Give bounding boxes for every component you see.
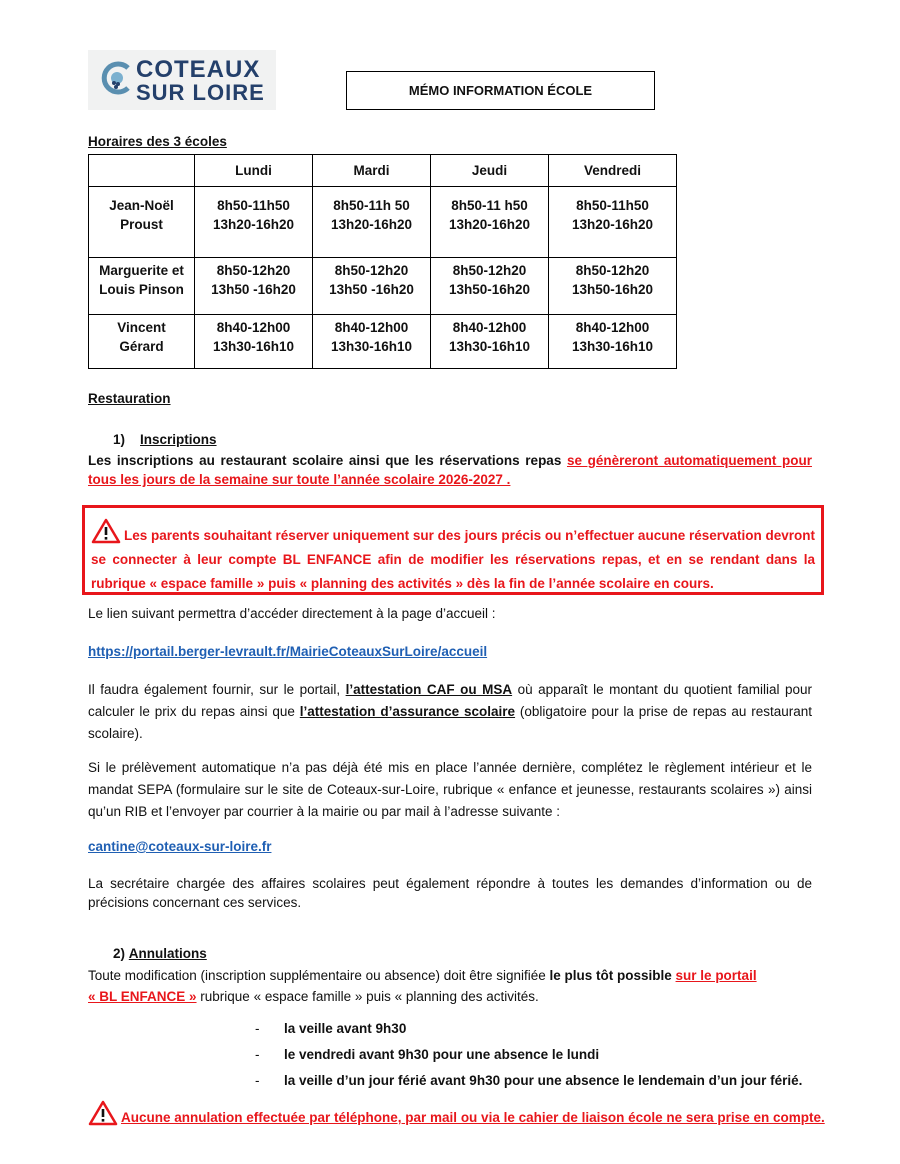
header-cell — [89, 155, 195, 187]
hours-cell: 8h50-11h 50 13h20-16h20 — [313, 187, 431, 258]
hours-cell: 8h40-12h00 13h30-16h10 — [195, 315, 313, 369]
inscriptions-number: 1) — [113, 432, 126, 447]
hours-cell: 8h40-12h00 13h30-16h10 — [431, 315, 549, 369]
annul-text-1: Toute modification (inscription supplémentaire ou absence) doit être signifiée — [88, 968, 550, 983]
warning-text: Les parents souhaitant réserver uniquement sur des jours précis ou n’effectuer aucune réservation devront se connecter à leur compte BL ENFANCE afin de modifier les réservations repas, et en se rendant dans la rubrique « espace famille » puis « planning des activités » dès la fin de l’année scolaire en cours. — [91, 528, 815, 591]
annulations-number: 2) — [113, 946, 126, 961]
hours-cell: 8h40-12h00 13h30-16h10 — [549, 315, 677, 369]
coteaux-sur-loire-logo — [88, 50, 276, 110]
warning-icon — [91, 518, 121, 544]
hours-cell: 8h50-12h20 13h50 -16h20 — [313, 258, 431, 315]
warning-box — [82, 505, 824, 595]
logo-line-2: SUR LOIRE — [136, 80, 265, 105]
annulations-title: Annulations — [128, 946, 207, 961]
inscriptions-title: Inscriptions — [140, 432, 217, 447]
attest-assurance: l’attestation d’assurance scolaire — [299, 704, 516, 719]
school-cell: Marguerite et Louis Pinson — [89, 258, 195, 315]
logo-emblem-icon — [100, 58, 134, 98]
inscriptions-heading — [113, 432, 217, 447]
hours-cell: 8h50-11 h50 13h20-16h20 — [431, 187, 549, 258]
warning-paragraph — [91, 518, 815, 596]
hours-cell: 8h50-12h20 13h50 -16h20 — [195, 258, 313, 315]
attestation-paragraph — [88, 679, 812, 745]
hours-cell: 8h50-11h50 13h20-16h20 — [195, 187, 313, 258]
annul-red-1: sur le portail — [675, 968, 757, 983]
annulations-heading — [113, 946, 207, 961]
table-row — [89, 187, 677, 258]
attest-text-3: (obligatoire pour la prise de repas au restaurant scolaire). — [88, 704, 812, 741]
hours-cell: 8h50-12h20 13h50-16h20 — [431, 258, 549, 315]
restauration-heading: Restauration — [88, 391, 171, 406]
attest-text-1: Il faudra également fournir, sur le portail, — [88, 682, 346, 697]
annul-bold: le plus tôt possible — [549, 968, 672, 983]
annulations-paragraph — [88, 965, 818, 1007]
sepa-paragraph: Si le prélèvement automatique n’a pas déjà été mis en place l’année dernière, complétez le règlement intérieur et le mandat SEPA (formulaire sur le site de Coteaux-sur-Loire, rubrique « enfance et jeunesse, restaurants scolaires ») ainsi qu’un RIB et l’envoyer par courrier à la mairie ou par mail à l’adresse suivante : — [88, 760, 812, 819]
header-cell: Mardi — [313, 155, 431, 187]
memo-title: MÉMO INFORMATION ÉCOLE — [346, 71, 655, 110]
annul-red-2: « BL ENFANCE » — [88, 989, 197, 1004]
annul-text-2: rubrique « espace famille » puis « planning des activités. — [196, 989, 539, 1004]
final-warning-text: Aucune annulation effectuée par téléphone, par mail ou via le cahier de liaison école ne sera prise en compte. — [121, 1110, 825, 1125]
portal-link[interactable]: https://portail.berger-levrault.fr/MairieCoteauxSurLoire/accueil — [88, 644, 488, 659]
table-row — [89, 315, 677, 369]
attest-text-2: où apparaît le montant du quotient familial pour calculer le prix du repas ainsi que — [88, 682, 813, 719]
school-cell: Vincent Gérard — [89, 315, 195, 369]
header-cell: Lundi — [195, 155, 313, 187]
inscriptions-text: Les inscriptions au restaurant scolaire ainsi que les réservations repas — [88, 453, 567, 468]
secretary-paragraph: La secrétaire chargée des affaires scolaires peut également répondre à toutes les demandes d’information ou de précisions concernant ces services. — [88, 876, 812, 910]
inscriptions-red-text: se génèreront automatiquement pour tous les jours de la semaine sur toute l’année scolaire 2026-2027 . — [88, 453, 812, 487]
school-cell: Jean-Noël Proust — [89, 187, 195, 258]
email-link[interactable]: cantine@coteaux-sur-loire.fr — [88, 839, 272, 854]
header-cell: Vendredi — [549, 155, 677, 187]
attest-caf: l’attestation CAF ou MSA — [345, 682, 513, 697]
schedule-table — [88, 154, 677, 369]
schedule-heading: Horaires des 3 écoles — [88, 134, 227, 149]
hours-cell: 8h50-11h50 13h20-16h20 — [549, 187, 677, 258]
table-row — [89, 258, 677, 315]
schedule-header-row — [89, 155, 677, 187]
header-cell: Jeudi — [431, 155, 549, 187]
hours-cell: 8h50-12h20 13h50-16h20 — [549, 258, 677, 315]
link-intro: Le lien suivant permettra d’accéder directement à la page d’accueil : — [88, 606, 496, 621]
inscriptions-paragraph — [88, 451, 812, 489]
warning-icon — [88, 1100, 118, 1126]
final-warning — [88, 1100, 825, 1126]
hours-cell: 8h40-12h00 13h30-16h10 — [313, 315, 431, 369]
logo-line-1: COTEAUX — [136, 56, 261, 83]
